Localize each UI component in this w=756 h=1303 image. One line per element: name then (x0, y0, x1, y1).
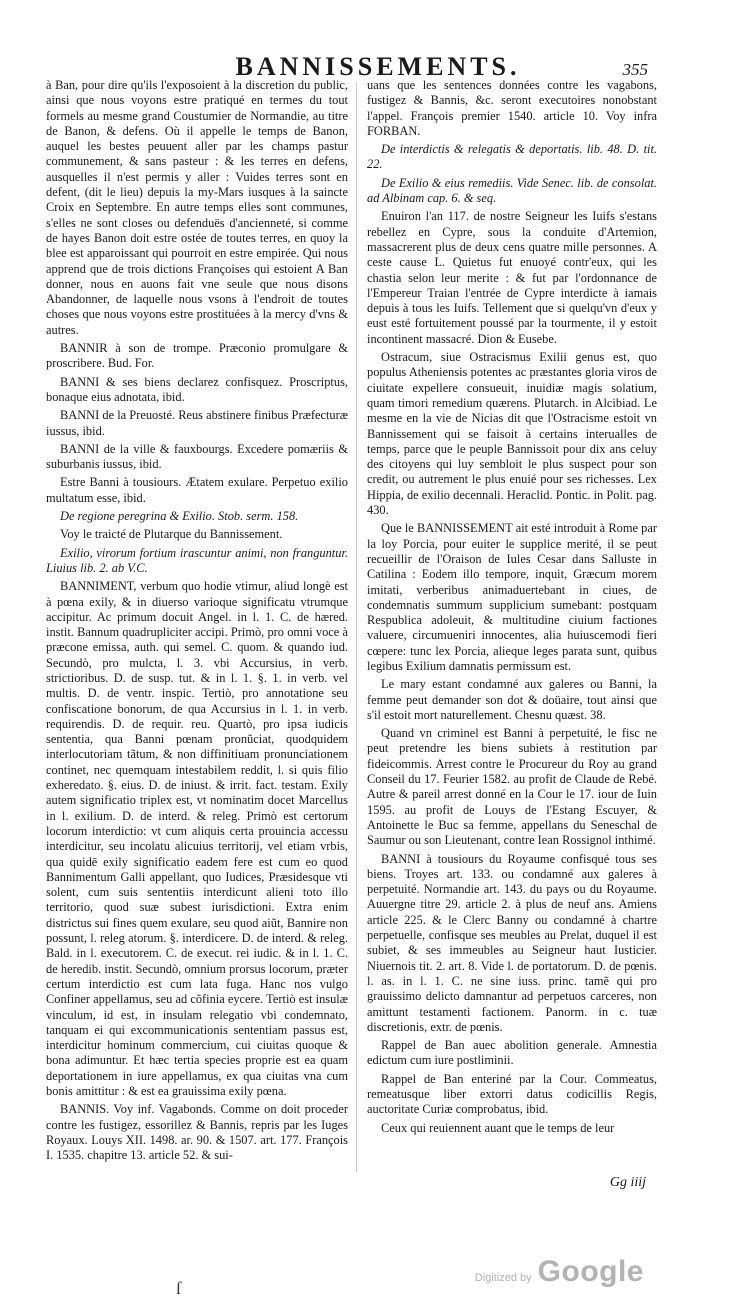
paragraph: Enuiron l'an 117. de nostre Seigneur les Iuifs s'estans rebellez en Cypre, sous la conduite d'Artemion, massacrerent plus de deux cens quatre mille personnes. A ceste cause L. Quietus fut enuoyé contr'eux, qui les chastia selon leur merite : & fut par l'ordonnance de l'Empereur Traian l'entrée de Cypre interdicte à iamais depuis à tous les Iuifs. Tellement que si quelqu'vn d'eux y eust esté fortuitement poussé par la tourmente, il y estoit incontinent massacré. Dion & Eusebe. (367, 209, 657, 346)
paragraph: De Exilio & eius remediis. Vide Senec. lib. de consolat. ad Albinam cap. 6. & seq. (367, 175, 657, 206)
right-column (367, 78, 657, 1139)
paragraph: Quand vn criminel est Banni à perpetuité, le fisc ne peut pretendre les biens subiets à restitution par fideicommis. Arrest contre le Procureur du Roy au grand Conseil du 17. Feurier 1582. au profit de Claude de Rebé. Autre & pareil arrest donné en la Cour le 17. iour de Iuin 1595. au profit de Louys de l'Estang Escuyer, & Antoinette le Buc sa femme, appellans du Seneschal de Saumur ou son Lieutenant, contre Iean Rossignol inthimé. (367, 726, 657, 848)
digitized-watermark (475, 1255, 644, 1289)
paragraph: BANNI à tousiours du Royaume confisqué tous ses biens. Troyes art. 133. ou condamné aux galeres à perpetuité. Normandie art. 143. du pays ou du Royaume. Auuergne titre 29. article 2. à plus de neuf ans. Amiens article 225. & le Clerc Banny ou condamné à chartre perpetuelle, confisque ses meubles au Prelat, duquel il est subiet, & ses immeubles au Seigneur haut Iusticier. Niuernois tit. 2. art. 8. Vide l. de portatorum. D. de pœnis. l. as. in l. 1. C. ne sine iuss. princ. tamẽ qui pro grauissimo delicto damnantur ad perpetuos carceres, non amittunt testamenti factionem. Panorm. in c. tuæ discretionis, extr. de pœnis. (367, 851, 657, 1034)
paragraph: De interdictis & relegatis & deportatis. lib. 48. D. tit. 22. (367, 142, 657, 172)
paragraph: Rappel de Ban auec abolition generale. Amnestia edictum cum iure postliminii. (367, 1038, 657, 1068)
paragraph: Estre Banni à tousiours. Ætatem exulare. Perpetuo exilio multatum esse, ibid. (46, 475, 348, 505)
left-column (46, 78, 348, 1166)
paragraph: Ceux qui reuiennent auant que le temps de leur (381, 1120, 615, 1135)
paragraph: Exilio, virorum fortium irascuntur animi, non franguntur. Liuius lib. 2. ab V.C. (46, 545, 348, 575)
signature-mark: Gg iiij (609, 1175, 646, 1190)
column-divider (356, 82, 357, 1172)
page-number: 355 (622, 60, 648, 79)
paragraph: Que le BANNISSEMENT ait esté introduit à Rome par la loy Porcia, pour euiter le supplice merité, il se peut recueillir de l'Oraison de Iules Cesar dans Salluste in Catilina : Eodem illo tempore, inquit, Græcum morem imitati, verberibus animaduertebant in ciues, de condemnatis summum supplicium sumebant: postquam Respublica adoleuit, & multitudine ciuium factiones valuere, circumueniri innocentes, alia huiuscemodi fieri cœpere: tunc lex Porcia, alieque leges parata sunt, quibus legibus Exilium damnatis permissum est. (367, 521, 657, 673)
paragraph: BANNI de la ville & fauxbourgs. Excedere pomæriis & suburbanis iussus, ibid. (46, 441, 348, 472)
watermark-logo: Google (537, 1255, 644, 1288)
running-head: BANNISSEMENTS. (235, 52, 521, 81)
paragraph: BANNIS. Voy inf. Vagabonds. Comme on doit proceder contre les fustigez, essorillez & Bannis, repris par les Iuges Royaux. Louys XII. 1498. ar. 90. & 1507. art. 177. François I. 1535. chapitre 13. article 52. & sui- (46, 1102, 348, 1163)
paragraph: BANNI de la Preuosté. Reus abstinere finibus Præfecturæ iussus, ibid. (46, 408, 348, 438)
paragraph: Rappel de Ban enteriné par la Cour. Commeatus, remeatusque liber extorri datus codicillis Regis, auctoritate Curiæ comprobatus, ibid. (367, 1071, 657, 1117)
paragraph: Ostracum, siue Ostracismus Exilii genus est, quo populus Atheniensis potentes ac præstantes gloria viros de ciuitate expellere consueuit, inuidiæ magis solatium, quam timori remedium quærens. Plutarch. in Alcibiad. Le mesme en la vie de Nicias dit que l'Ostracisme estoit vn Bannissement qui se faisoit à certains interualles de temps, parce que le peuple Bannissoit pour dix ans celuy des citoyens qui luy sembloit le plus suspect pour son credit, ou autrement le plus enuié pour ses richesses. Lex Hippia, de exilio decennali. Heraclid. Pontic. in Polit. pag. 430. (367, 350, 657, 518)
paragraph: Voy le traicté de Plutarque du Bannissement. (60, 527, 283, 542)
paragraph: BANNI & ses biens declarez confisquez. Proscriptus, bonaque eius adnotata, ibid. (46, 374, 348, 404)
margin-mark: ſ (176, 1278, 182, 1298)
paragraph: BANNIR à son de trompe. Præconio promulgare & proscribere. Bud. For. (46, 341, 348, 371)
paragraph: BANNIMENT, verbum quo hodie vtimur, aliud longè est à pœna exily, & in diuerso varioque significatu vtrumque accipitur. Ac primum docuit Angel. in l. 1. C. de hæred. instit. Bannum quadrupliciter accipi. Primò, pro omni voce à præcone emissa, auth. qui semel. C. quom. & quando iud. Secundò, pro mulcta, l. 3. vbi Accursius, in verb. strictioribus. D. de susp. tut. & in l. 1. §. 1. in verb. vel multis. D. de ventr. inspic. Tertiò, pro annotatione seu confiscatione bonorum, de qua Accursius in l. 1. in verb. requirendis. D. de requir. reu. Quartò, pro ipsa iudicis sententia, qua Banni pœnam pronũciat, quodquidem interlocutoriam tãtum, & non diffinitiuam pronunciationem continet, nec quemquam intestabilem reddit, l. si quis filio exheredato. §. eius. D. de iniust. & irrit. fact. testam. Exily autem significatio triplex est, vt nominatim docet Marcellus in l. exilium. D. de interd. & releg. Primò est certorum locorum interdictio: vt cum aliquis certa prouincia accessu interdicitur, seu incolatu alicuius territorij, vel etiam vrbis, qua quidē exily significatio eadem fere est cum eo quod Bannimentum Galli appellant, quo Iudices, Præsidesque vti solent, cum suis sententiis interdicunt alieni toto illo territorio, quod suæ subest iurisdictioni. Extra enim districtus sui fines quem exulare, seu quod aiũt, Bannire non possunt, l. releg atorum. §. interdicere. D. de interd. & releg. Bald. in l. executorem. C. de execut. rei iudic. & in l. 1. C. de heredib. instit. Secundò, omnium prorsus locorum, præter certum interdictio est cum lata fuga. Hanc nos vulgo Confiner appellamus, seu ad cõfinia eycere. Tertiò est insulæ vinculum, id est, in insulam relegatio vbi condemnato, tanquam ei qui excommunicationis sententiam passus est, interdicitur hominum commercium, cui ciuitas quoque & bona adimuntur. Et hæc tertia species proprie est ea quam deportationem in iure appellamus, ex qua ciuitas vna cum bonis amittitur : & est ea grauissima exily pœna. (46, 579, 348, 1098)
watermark-digitized-by: Digitized by (474, 1272, 532, 1284)
paragraph: De regione peregrina & Exilio. Stob. serm. 158. (60, 509, 299, 524)
paragraph: à Ban, pour dire qu'ils l'exposoient à la discretion du public, ainsi que nous voyons estre pratiqué en termes du tout formels au mesme grand Coustumier de Normandie, au titre de Banon, & defens. Où il appelle le temps de Banon, auquel les bestes peuuent aller par les champs pastur communement, & sans pasteur : & les terres en defens, ausquelles il n'est permis y aller : Vuides terres sont en defent, (dit le lieu) depuis la my-Mars iusques à la saincte Croix en Septembre. En autre temps elles sont communes, s'elles ne sont closes ou defenduës d'ancienneté, si comme de hayes Banon doit estre ostée de toutes terres, en quoy la blee est apparoissant qui pourroit en estre empirée. Qui nous apprend que de trois dictions Françoises qui estoient A Ban donner, nous en auons fait vne seule que nous disons Abandonner, de laquelle nous vsons à l'endroit de toutes choses que nous voyons estre prostituées à la mercy d'vns & autres. (46, 78, 348, 337)
paragraph: uans que les sentences données contre les vagabons, fustigez & Bannis, &c. seront executoires nonobstant l'appel. François premier 1540. article 10. Voy infra FORBAN. (367, 78, 657, 138)
paragraph: Le mary estant condamné aux galeres ou Banni, la femme peut demander son dot & doüaire, tout ainsi que s'il estoit mort naturellement. Chesnu quæst. 38. (367, 677, 657, 722)
